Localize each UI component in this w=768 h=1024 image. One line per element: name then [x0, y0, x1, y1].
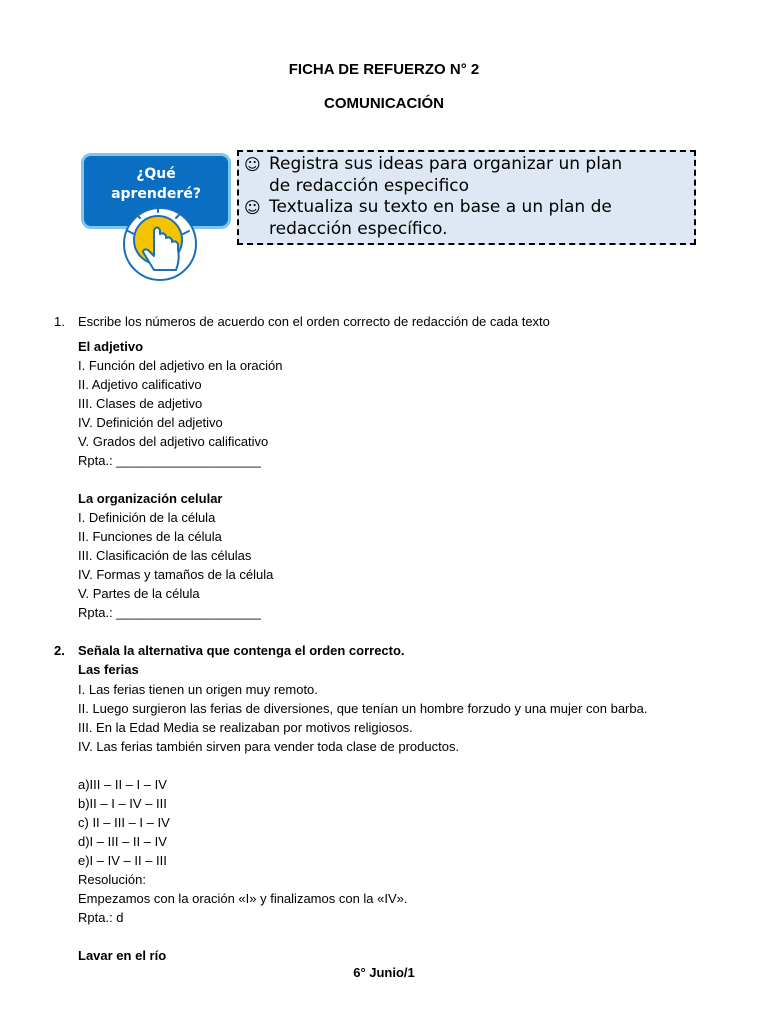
- ferias-item: III. En la Edad Media se realizaban por motivos religiosos.: [78, 720, 413, 735]
- subject-title: COMUNICACIÓN: [324, 95, 444, 112]
- block-1-title: El adjetivo: [78, 339, 144, 354]
- question-1-prompt: Escribe los números de acuerdo con el orden correcto de redacción de cada texto: [78, 314, 550, 329]
- option-b: b)II – I – IV – III: [78, 796, 167, 811]
- ferias-item: IV. Las ferias también sirven para vender toda clase de productos.: [78, 739, 460, 754]
- resolution-label: Resolución:: [78, 872, 146, 887]
- goal-item: [244, 197, 684, 240]
- question-2-prompt: Señala la alternativa que contenga el orden correcto.: [78, 643, 405, 658]
- resolution-text: Empezamos con la oración «I» y finalizamos con la «IV».: [78, 891, 408, 906]
- question-1-number: 1.: [54, 314, 65, 329]
- goal-1-line-1: Registra sus ideas para organizar un plan: [269, 154, 623, 174]
- block-2-item: IV. Formas y tamaños de la célula: [78, 567, 274, 582]
- block-2-answer: Rpta.: ____________________: [78, 605, 261, 620]
- block-2-item: I. Definición de la célula: [78, 510, 216, 525]
- goal-2-line-1: Textualiza su texto en base a un plan de: [269, 197, 612, 217]
- page-footer: 6° Junio/1: [353, 965, 415, 980]
- block-2-item: II. Funciones de la célula: [78, 529, 222, 544]
- ferias-item: II. Luego surgieron las ferias de diversiones, que tenían un hombre forzudo y una mujer con barba.: [78, 701, 648, 716]
- smiley-icon: ☺: [244, 155, 261, 174]
- smiley-icon: ☺: [244, 198, 261, 217]
- block-2-title: La organización celular: [78, 491, 223, 506]
- question-2-answer: Rpta.: d: [78, 910, 124, 925]
- block-1-item: V. Grados del adjetivo calificativo: [78, 434, 269, 449]
- goal-item: [244, 154, 684, 197]
- option-d: d)I – III – II – IV: [78, 834, 167, 849]
- touch-hand-icon: [120, 200, 200, 282]
- next-text-title: Lavar en el río: [78, 948, 167, 963]
- block-1-item: I. Función del adjetivo en la oración: [78, 358, 283, 373]
- badge-line-1: ¿Qué: [136, 166, 176, 182]
- block-1-item: IV. Definición del adjetivo: [78, 415, 223, 430]
- block-1-item: III. Clases de adjetivo: [78, 396, 203, 411]
- option-e: e)I – IV – II – III: [78, 853, 167, 868]
- block-1-answer: Rpta.: ____________________: [78, 453, 261, 468]
- ferias-title: Las ferias: [78, 662, 139, 677]
- block-1-item: II. Adjetivo calificativo: [78, 377, 202, 392]
- ferias-item: I. Las ferias tienen un origen muy remoto.: [78, 682, 318, 697]
- learning-goals-box: [237, 150, 696, 245]
- goal-2-line-2: redacción específico.: [269, 218, 448, 239]
- block-2-item: V. Partes de la célula: [78, 586, 200, 601]
- badge-line-2: aprenderé?: [111, 186, 201, 202]
- question-2-number: 2.: [54, 643, 65, 658]
- goal-1-line-2: de redacción especifico: [269, 175, 470, 196]
- page-title: FICHA DE REFUERZO N° 2: [288, 61, 480, 78]
- option-c: c) II – III – I – IV: [78, 815, 170, 830]
- block-2-item: III. Clasificación de las células: [78, 548, 252, 563]
- option-a: a)III – II – I – IV: [78, 777, 167, 792]
